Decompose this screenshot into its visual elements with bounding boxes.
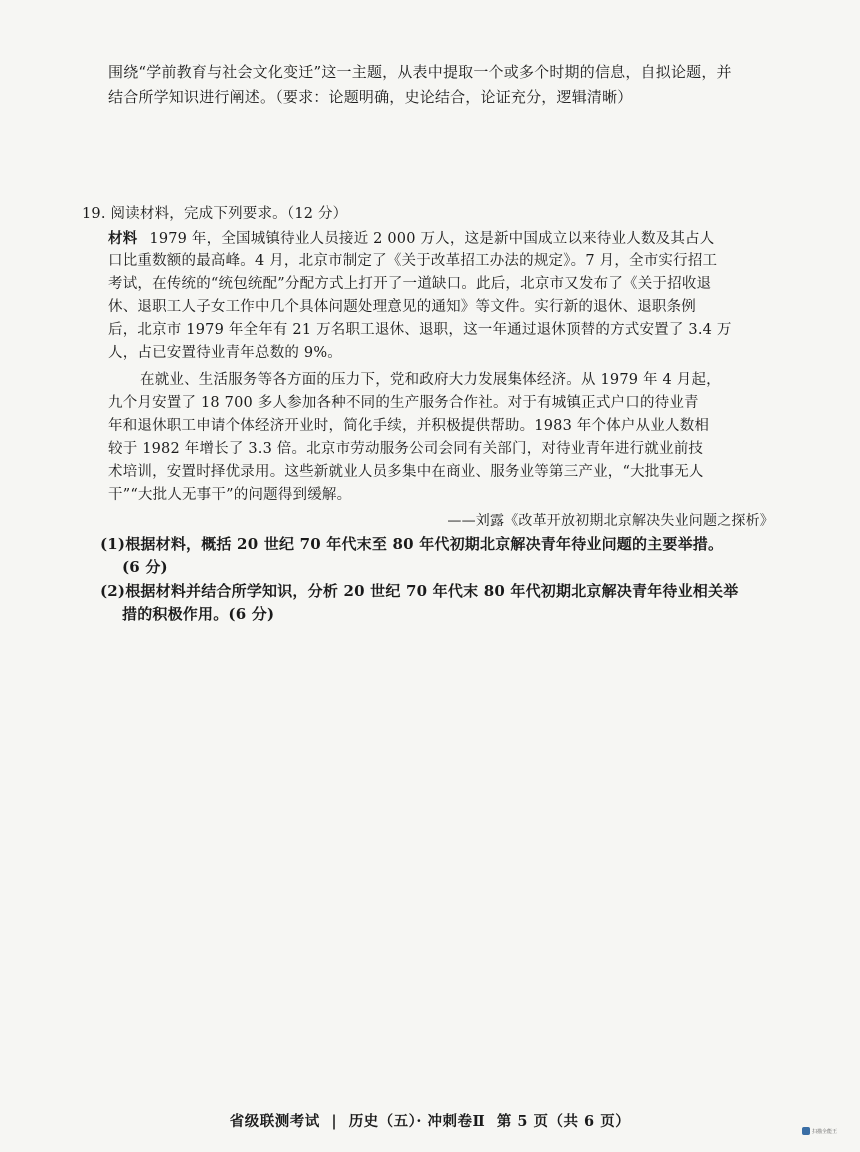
- scanner-watermark-text: 扫描全能王: [812, 1128, 838, 1135]
- material-text: 1979 年，全国城镇待业人员接近 2 000 万人，这是新中国成立以来待业人数及其占人: [149, 231, 715, 247]
- page-footer: [0, 1110, 860, 1131]
- material-label: 材料: [108, 230, 138, 247]
- material-line: 口比重数额的最高峰。4 月，北京市制定了《关于改革招工办法的规定》。7 月，全市实行招工: [108, 253, 718, 269]
- material-line: 九个月安置了 18 700 多人参加各种不同的生产服务合作社。对于有城镇正式户口的待业青: [108, 395, 699, 411]
- material-source: ——刘露《改革开放初期北京解决失业问题之探析》: [447, 513, 774, 529]
- footer-exam-name: 省级联测考试: [229, 1113, 320, 1130]
- question-19-heading: 19. 阅读材料，完成下列要求。（12 分）: [82, 206, 348, 222]
- sub-question-1-line-1: (1)根据材料，概括 20 世纪 70 年代末至 80 年代初期北京解决青年待业问题的主要举措。: [100, 535, 724, 553]
- material-line: 休、退职工人子女工作中几个具体问题处理意见的通知》等文件。实行新的退休、退职条例: [108, 299, 696, 315]
- material-line: 术培训，安置时择优录用。这些新就业人员多集中在商业、服务业等第三产业，“大批事无人: [108, 464, 704, 480]
- material-paragraph-1-line-1: [108, 228, 714, 250]
- material-line: 年和退休职工申请个体经济开业时，简化手续，并积极提供帮助。1983 年个体户从业人数相: [108, 418, 710, 434]
- material-line: 干”“大批人无事干”的问题得到缓解。: [108, 487, 352, 503]
- material-paragraph-2-line-1: 在就业、生活服务等各方面的压力下，党和政府大力发展集体经济。从 1979 年 4 月起，: [140, 372, 721, 388]
- sub-question-2-line-1: (2)根据材料并结合所学知识，分析 20 世纪 70 年代末 80 年代初期北京解决青年待业相关举: [100, 582, 739, 600]
- material-line: 较于 1982 年增长了 3.3 倍。北京市劳动服务公司会同有关部门，对待业青年进行就业前技: [108, 441, 704, 457]
- essay-prompt-line-1: 围绕“学前教育与社会文化变迁”这一主题，从表中提取一个或多个时期的信息，自拟论题，并: [108, 63, 732, 81]
- footer-subject: 历史（五）· 冲刺卷Ⅱ: [348, 1113, 486, 1130]
- essay-prompt-line-2: 结合所学知识进行阐述。（要求：论题明确，史论结合，论证充分，逻辑清晰）: [108, 88, 633, 106]
- sub-question-1-line-2: (6 分): [122, 558, 168, 576]
- footer-separator: |: [331, 1113, 338, 1130]
- material-line: 人，占已安置待业青年总数的 9%。: [108, 345, 343, 361]
- material-line: 考试，在传统的“统包统配”分配方式上打开了一道缺口。此后，北京市又发布了《关于招收退: [108, 276, 712, 292]
- footer-page-number: 第 5 页（共 6 页）: [496, 1113, 631, 1130]
- scanner-watermark: [802, 1126, 842, 1136]
- sub-question-2-line-2: 措的积极作用。(6 分): [122, 605, 275, 623]
- material-line: 后，北京市 1979 年全年有 21 万名职工退休、退职，这一年通过退休顶替的方式安置了 3.4 万: [108, 322, 732, 338]
- scanner-logo-icon: [802, 1127, 810, 1135]
